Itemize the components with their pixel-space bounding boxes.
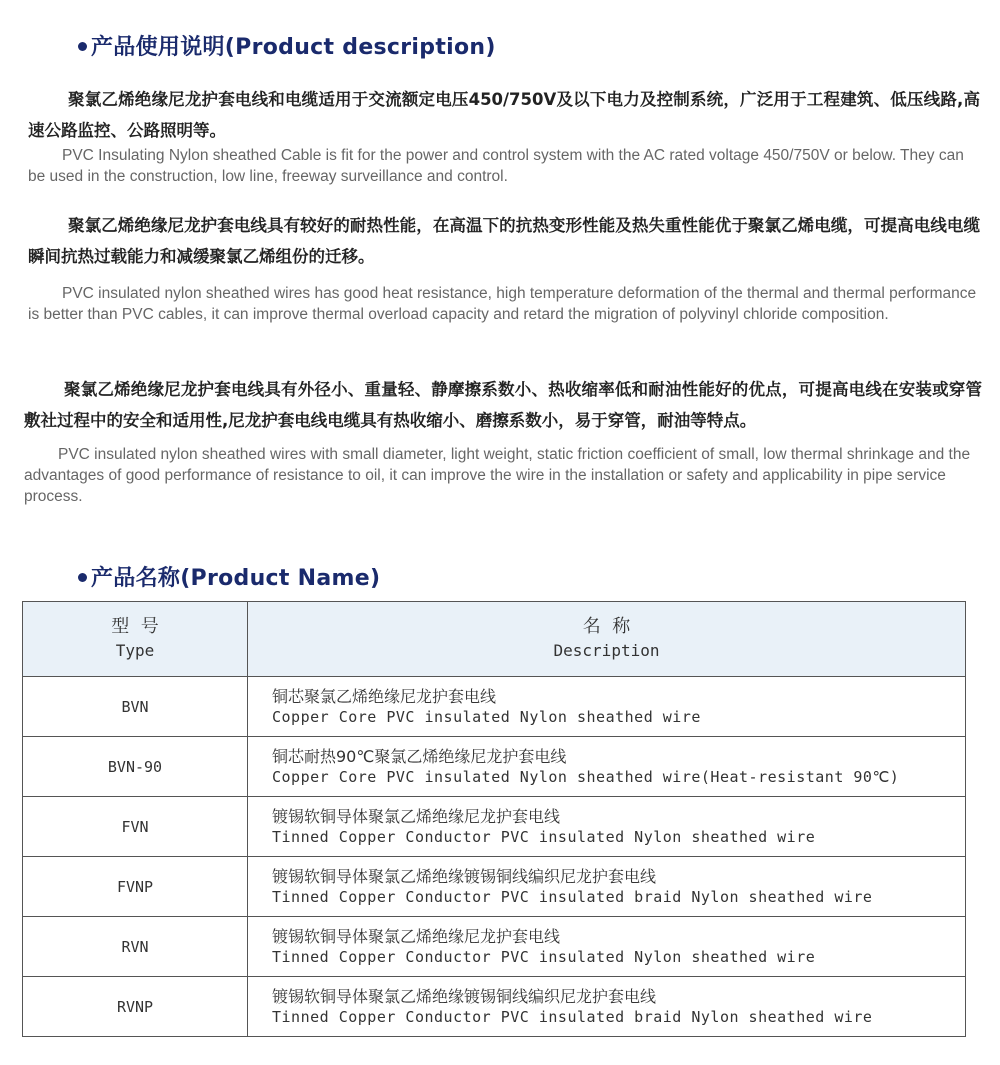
header-desc-cn: 名 称	[582, 616, 631, 637]
desc-cn: 镀锡软铜导体聚氯乙烯绝缘镀锡铜线编织尼龙护套电线	[272, 986, 657, 1006]
type-cell: FVNP	[23, 857, 248, 917]
type-cell: BVN-90	[23, 737, 248, 797]
desc-en: Copper Core PVC insulated Nylon sheathed wire(Heat-resistant 90℃)	[272, 767, 900, 786]
desc-cn: 镀锡软铜导体聚氯乙烯绝缘尼龙护套电线	[272, 926, 561, 946]
paragraph-cn-3: 聚氯乙烯绝缘尼龙护套电线具有外径小、重量轻、静摩擦系数小、热收缩率低和耐油性能好的优点，可提高电线在安装或穿管敷社过程中的安全和适用性,尼龙护套电线电缆具有热收缩小、磨擦系数小，易于穿管，耐油等特点。	[24, 380, 982, 430]
paragraph-cn-2: 聚氯乙烯绝缘尼龙护套电线具有较好的耐热性能，在高温下的抗热变形性能及热失重性能优于聚氯乙烯电缆，可提高电线电缆瞬间抗热过载能力和减缓聚氯乙烯组份的迁移。	[28, 216, 980, 266]
paragraph-en-3: PVC insulated nylon sheathed wires with small diameter, light weight, static friction coefficient of small, low thermal shrinkage and the advantages of good performance of resistance to oil, it can improve the wire in the installation or safety and applicability in pipe service process.	[24, 446, 971, 505]
desc-en: Copper Core PVC insulated Nylon sheathed wire	[272, 707, 701, 726]
description-cell	[248, 737, 966, 797]
bullet-icon	[78, 42, 87, 51]
desc-en: Tinned Copper Conductor PVC insulated braid Nylon sheathed wire	[272, 1007, 873, 1026]
table-row	[23, 677, 966, 737]
section-title-text: 产品名称(Product Name)	[91, 566, 381, 591]
type-cell: RVNP	[23, 977, 248, 1037]
desc-en: Tinned Copper Conductor PVC insulated braid Nylon sheathed wire	[272, 887, 873, 906]
description-cell	[248, 917, 966, 977]
type-cell: RVN	[23, 917, 248, 977]
section-title-text: 产品使用说明(Product description)	[91, 35, 496, 60]
product-table	[22, 601, 966, 1037]
desc-cn: 镀锡软铜导体聚氯乙烯绝缘镀锡铜线编织尼龙护套电线	[272, 866, 657, 886]
paragraph-en-1: PVC Insulating Nylon sheathed Cable is fit for the power and control system with the AC rated voltage 450/750V or below. They can be used in the construction, low line, freeway surveillance and control.	[28, 147, 964, 185]
desc-en: Tinned Copper Conductor PVC insulated Nylon sheathed wire	[272, 827, 816, 846]
header-type	[23, 602, 248, 677]
description-cell	[248, 857, 966, 917]
header-desc-en: Description	[553, 641, 660, 660]
desc-en: Tinned Copper Conductor PVC insulated Nylon sheathed wire	[272, 947, 816, 966]
table-row	[23, 737, 966, 797]
type-cell: BVN	[23, 677, 248, 737]
bullet-icon	[78, 573, 87, 582]
table-header-row	[23, 602, 966, 677]
section-title-product-name	[78, 561, 380, 592]
description-cell	[248, 797, 966, 857]
description-cell	[248, 977, 966, 1037]
paragraph-en-2: PVC insulated nylon sheathed wires has good heat resistance, high temperature deformation of the thermal and thermal performance is better than PVC cables, it can improve thermal overload capacity and retard the migration of polyvinyl chloride composition.	[28, 285, 977, 323]
paragraph-cn-1: 聚氯乙烯绝缘尼龙护套电线和电缆适用于交流额定电压450/750V及以下电力及控制系统，广泛用于工程建筑、低压线路,高速公路监控、公路照明等。	[28, 90, 980, 140]
type-cell: FVN	[23, 797, 248, 857]
table-row	[23, 917, 966, 977]
desc-cn: 铜芯聚氯乙烯绝缘尼龙护套电线	[272, 686, 497, 706]
desc-cn: 镀锡软铜导体聚氯乙烯绝缘尼龙护套电线	[272, 806, 561, 826]
section-title-product-description	[78, 30, 496, 61]
header-description	[248, 602, 966, 677]
desc-cn: 铜芯耐热90℃聚氯乙烯绝缘尼龙护套电线	[272, 746, 567, 766]
header-type-cn: 型 号	[111, 616, 159, 637]
table-row	[23, 977, 966, 1037]
description-cell	[248, 677, 966, 737]
header-type-en: Type	[115, 641, 155, 660]
table-row	[23, 797, 966, 857]
table-row	[23, 857, 966, 917]
